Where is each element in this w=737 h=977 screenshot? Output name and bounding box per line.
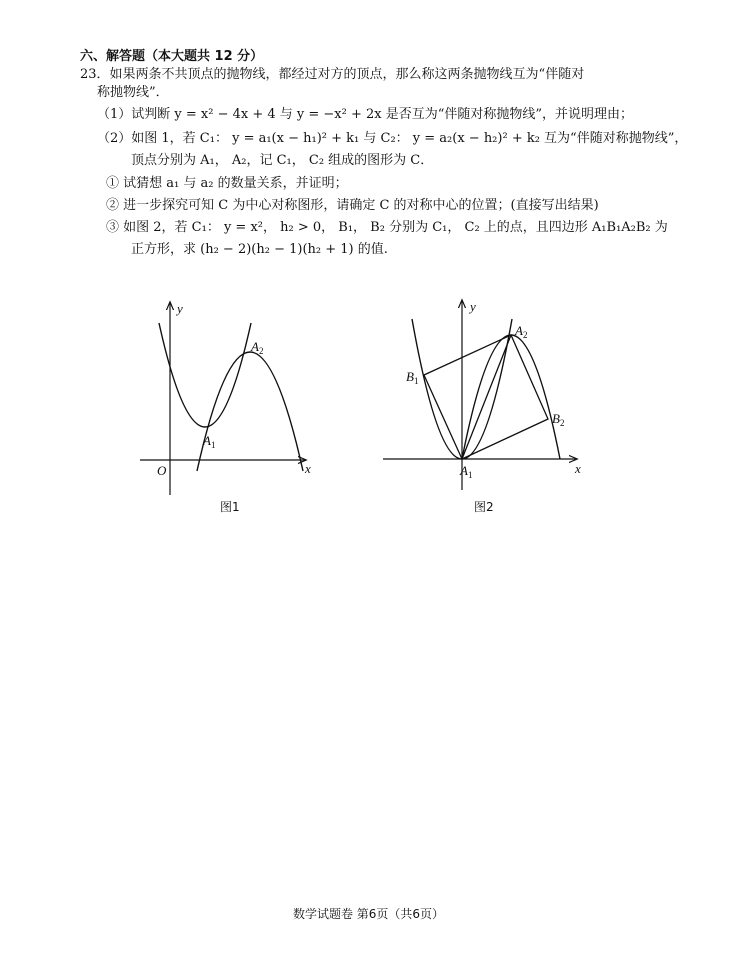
- figure-2-caption: 图2: [474, 500, 494, 514]
- fig2-parabola-c2: [462, 335, 560, 459]
- fig1-label-y: y: [177, 301, 183, 316]
- page-footer: 数学试题卷 第6页（共6页）: [292, 907, 445, 921]
- question-part1: （1）试判断 y = x² − 4x + 4 与 y = −x² + 2x 是否互为“伴随对称抛物线”，并说明理由；: [97, 107, 634, 122]
- question-sub3-line1: ③ 如图 2，若 C₁： y = x²， h₂ > 0， B₁， B₂ 分别为 C₁， C₂ 上的点，且四边形 A₁B₁A₂B₂ 为: [106, 220, 668, 235]
- figure-1-caption: 图1: [220, 500, 240, 514]
- question-sub3-line2: 正方形，求 (h₂ − 2)(h₂ − 1)(h₂ + 1) 的值.: [131, 242, 388, 257]
- question-23-line2: 称抛物线”．: [97, 85, 169, 100]
- question-23-line1: 23．如果两条不共顶点的抛物线，都经过对方的顶点，那么称这两条抛物线互为“伴随对: [80, 67, 585, 82]
- fig2-label-b1: $B_1$: [406, 369, 419, 386]
- fig2-label-x: x: [575, 461, 581, 476]
- fig1-parabola-c2: [197, 352, 303, 471]
- figure-2: [378, 295, 588, 495]
- fig1-label-a1: $A_1$: [203, 433, 216, 450]
- fig1-label-x: x: [305, 461, 311, 476]
- fig2-label-a1: $A_1$: [460, 463, 473, 480]
- question-sub1: ① 试猜想 a₁ 与 a₂ 的数量关系，并证明；: [106, 176, 348, 191]
- fig2-label-a2: $A_2$: [515, 323, 528, 340]
- fig1-label-a2: $A_2$: [251, 339, 264, 356]
- question-part2-line2: 顶点分别为 A₁， A₂，记 C₁， C₂ 组成的图形为 C．: [131, 153, 434, 168]
- figure-1: [135, 295, 325, 500]
- fig1-label-origin: O: [157, 463, 167, 478]
- fig2-label-b2: $B_2$: [552, 411, 565, 428]
- fig2-label-y: y: [470, 299, 476, 314]
- fig1-parabola-c1: [159, 323, 251, 427]
- question-part2-line1: （2）如图 1，若 C₁： y = a₁(x − h₁)² + k₁ 与 C₂： y = a₂(x − h₂)² + k₂ 互为“伴随对称抛物线”，: [97, 131, 688, 146]
- section-title: 六、解答题（本大题共 12 分）: [80, 49, 264, 64]
- question-sub2: ② 进一步探究可知 C 为中心对称图形，请确定 C 的对称中心的位置；(直接写出结果): [106, 198, 599, 213]
